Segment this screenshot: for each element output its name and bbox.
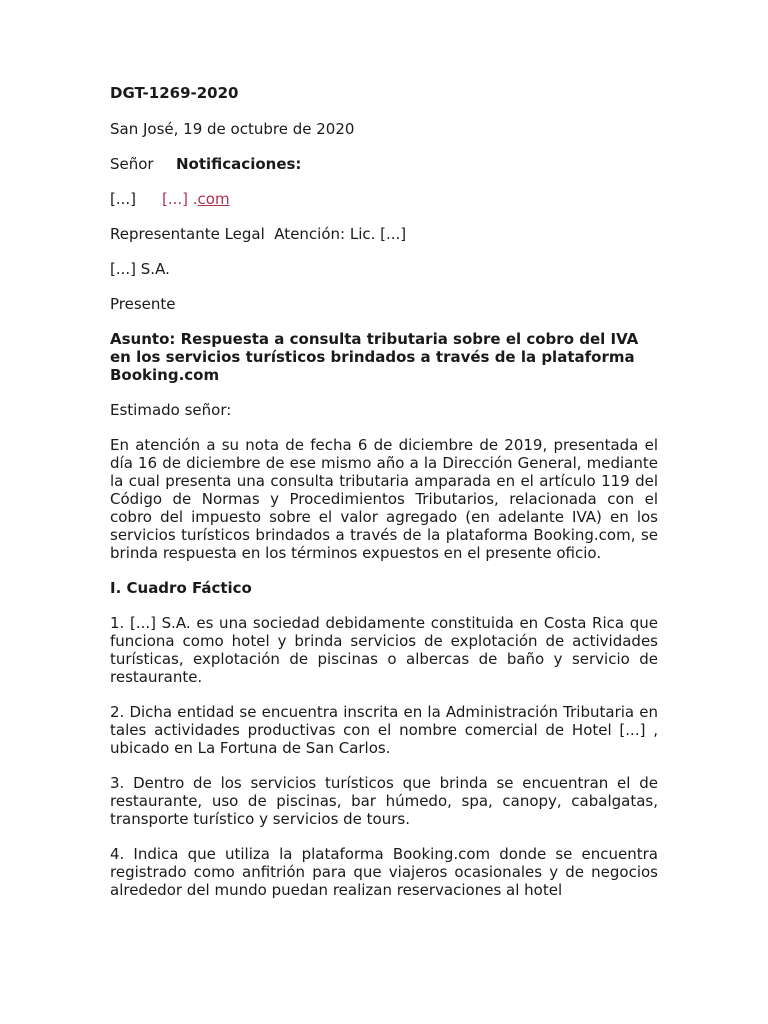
subject-line: Asunto: Respuesta a consulta tributaria sobre el cobro del IVA (110, 330, 639, 348)
fact-item: 4. Indica que utiliza la plataforma Booking.com donde se encuentra registrado como anfitrión para que viajeros ocasionales y de negocios alrededor del mundo puedan realizan reservaciones al hotel (110, 845, 658, 899)
intro-paragraph: En atención a su nota de fecha 6 de diciembre de 2019, presentada el día 16 de diciembre de ese mismo año a la Dirección General, mediante la cual presenta una consulta tributaria amparada en el artículo 119 del Código de Normas y Procedimientos Tributarios, relacionada con el cobro del impuesto sobre el valor agregado (en adelante IVA) en los servicios turísticos brindados a través de la plataforma Booking.com, se brinda respuesta en los términos expuestos en el presente oficio. (110, 436, 658, 562)
email-prefix: [...] . (162, 190, 198, 208)
document-date: San José, 19 de octubre de 2020 (110, 120, 355, 138)
subject-block (110, 330, 658, 384)
salutation-label: Señor (110, 155, 154, 173)
email-address[interactable] (162, 190, 230, 208)
fact-item: 3. Dentro de los servicios turísticos que brinda se encuentran el de restaurante, uso de piscinas, bar húmedo, spa, canopy, cabalgatas, transporte turístico y servicios de tours. (110, 774, 658, 828)
company-name: [...] S.A. (110, 260, 170, 278)
document-reference: DGT-1269-2020 (110, 84, 239, 102)
fact-item: 2. Dicha entidad se encuentra inscrita en la Administración Tributaria en tales actividades productivas con el nombre comercial de Hotel [...] , ubicado en La Fortuna de San Carlos. (110, 703, 658, 757)
section-title: I. Cuadro Fáctico (110, 579, 252, 597)
representative-line: Representante Legal Atención: Lic. [...] (110, 225, 407, 243)
subject-line: en los servicios turísticos brindados a través de la plataforma (110, 348, 635, 366)
document-page (110, 84, 658, 899)
salutation-row (110, 155, 658, 173)
addressee-placeholder: [...] (110, 190, 137, 208)
subject-line: Booking.com (110, 366, 220, 384)
notifications-label: Notificaciones: (176, 155, 302, 173)
greeting: Estimado señor: (110, 401, 232, 419)
presente-line: Presente (110, 295, 176, 313)
addressee-row (110, 190, 658, 208)
fact-item: 1. [...] S.A. es una sociedad debidamente constituida en Costa Rica que funciona como hotel y brinda servicios de explotación de actividades turísticas, explotación de piscinas o albercas de baño y servicio de restaurante. (110, 614, 658, 686)
email-link[interactable]: com (197, 190, 230, 208)
